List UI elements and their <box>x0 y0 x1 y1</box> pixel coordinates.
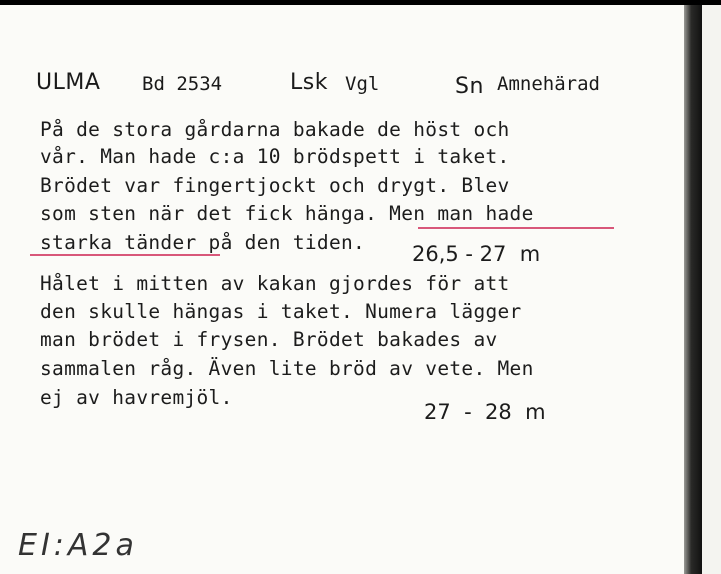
header-bd-number: Bd 2534 <box>142 73 223 95</box>
text-line: På de stora gårdarna bakade de höst och <box>40 118 510 141</box>
header-parish: Amnehärad <box>497 73 600 95</box>
text-line: ej av havremjöl. <box>40 386 233 409</box>
text-line: vår. Man hade c:a 10 brödspett i taket. <box>40 145 510 168</box>
text-line: Hålet i mitten av kakan gjordes för att <box>40 272 510 295</box>
card-edge-background <box>702 5 721 574</box>
text-line: som sten när det fick hänga. Men man hade <box>40 202 534 225</box>
text-line: man brödet i frysen. Brödet bakades av <box>40 328 498 351</box>
text-line: sammalen råg. Även lite bröd av vete. Men <box>40 357 534 380</box>
measure-first: 26,5 - 27 m <box>412 242 541 266</box>
measure-second: 27 - 28 m <box>424 400 546 424</box>
header-lsk: Lsk <box>290 70 328 95</box>
highlight-underline <box>418 227 614 229</box>
text-line: Brödet var fingertjockt och drygt. Blev <box>40 174 510 197</box>
handwritten-catalog-code: EI:A2a <box>18 528 138 563</box>
text-line: starka tänder på den tiden. <box>40 231 366 254</box>
header-landscape: Vgl <box>345 73 380 95</box>
header-ulma: ULMA <box>36 70 101 95</box>
header-sn: Sn <box>455 74 484 99</box>
card-edge-shadow <box>684 5 702 574</box>
text-line: den skulle hängas i taket. Numera lägger <box>40 300 522 323</box>
highlight-underline <box>30 254 220 256</box>
